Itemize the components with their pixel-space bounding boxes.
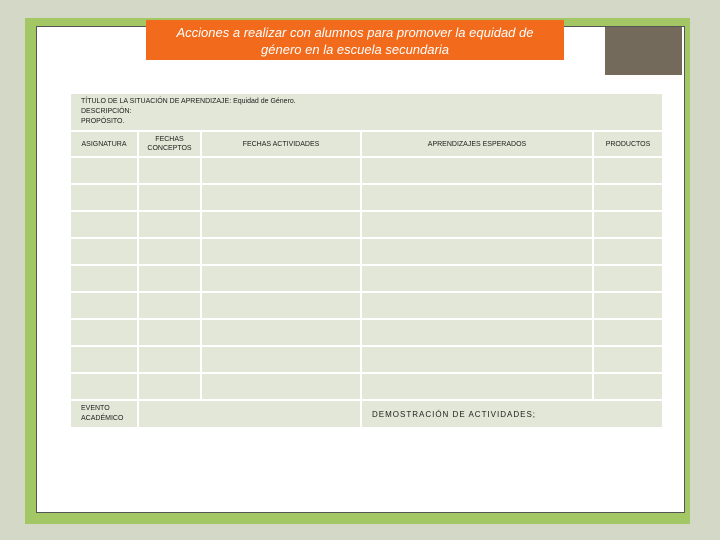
table-cell xyxy=(138,292,201,319)
table-row xyxy=(70,265,663,292)
planning-table xyxy=(69,92,664,429)
table-cell xyxy=(201,292,361,319)
table-cell xyxy=(70,211,138,238)
table-cell xyxy=(593,211,663,238)
evento-line1: EVENTO xyxy=(81,405,110,412)
description-label: DESCRIPCIÓN: xyxy=(81,108,132,115)
col-fechas-actividades: FECHAS ACTIVIDADES xyxy=(201,131,361,157)
table-cell xyxy=(201,319,361,346)
table-row xyxy=(70,157,663,184)
table-cell xyxy=(593,157,663,184)
table-cell xyxy=(361,157,593,184)
table-row xyxy=(70,373,663,400)
table-cell xyxy=(201,346,361,373)
situation-title: TÍTULO DE LA SITUACIÓN DE APRENDIZAJE: Equidad de Género. xyxy=(81,98,296,105)
table-footer-row xyxy=(70,400,663,428)
decorative-square xyxy=(605,27,682,75)
col-productos: PRODUCTOS xyxy=(593,131,663,157)
table-cell xyxy=(361,238,593,265)
table-cell xyxy=(593,346,663,373)
table-cell xyxy=(70,157,138,184)
table-cell xyxy=(138,238,201,265)
table-cell xyxy=(70,346,138,373)
table-cell xyxy=(361,373,593,400)
table-cell xyxy=(361,211,593,238)
table-cell xyxy=(138,265,201,292)
demostracion-cell: DEMOSTRACIÓN DE ACTIVIDADES; xyxy=(361,400,663,428)
table-cell xyxy=(201,211,361,238)
table-cell xyxy=(361,319,593,346)
table-cell xyxy=(70,184,138,211)
table-cell xyxy=(361,184,593,211)
table-cell xyxy=(138,319,201,346)
table-cell xyxy=(138,373,201,400)
purpose-label: PROPÓSITO. xyxy=(81,118,125,125)
table-row xyxy=(70,292,663,319)
table-row xyxy=(70,238,663,265)
evento-value-cell xyxy=(138,400,361,428)
table-cell xyxy=(201,157,361,184)
col-fechas-conceptos-line2: CONCEPTOS xyxy=(147,145,192,152)
slide-title xyxy=(146,20,564,60)
table-header-cell xyxy=(70,93,663,131)
table-cell xyxy=(593,373,663,400)
table-cell xyxy=(593,184,663,211)
col-fechas-conceptos xyxy=(138,131,201,157)
table-cell xyxy=(593,319,663,346)
table-cell xyxy=(593,292,663,319)
table-cell xyxy=(70,265,138,292)
table-cell xyxy=(70,319,138,346)
table-cell xyxy=(138,211,201,238)
table-cell xyxy=(361,265,593,292)
evento-line2: ACADÉMICO xyxy=(81,415,124,422)
table-cell xyxy=(70,292,138,319)
table-cell xyxy=(70,373,138,400)
evento-academico-cell xyxy=(70,400,138,428)
table-row xyxy=(70,346,663,373)
col-asignatura: ASIGNATURA xyxy=(70,131,138,157)
table-cell xyxy=(361,292,593,319)
table-cell xyxy=(138,346,201,373)
col-fechas-conceptos-line1: FECHAS xyxy=(155,136,184,143)
title-line-2: género en la escuela secundaria xyxy=(261,42,449,57)
table-row xyxy=(70,319,663,346)
table-cell xyxy=(138,184,201,211)
table-cell xyxy=(138,157,201,184)
table-cell xyxy=(201,184,361,211)
table-cell xyxy=(361,346,593,373)
table-row xyxy=(70,184,663,211)
table-cell xyxy=(201,265,361,292)
title-line-1: Acciones a realizar con alumnos para promover la equidad de xyxy=(176,25,534,40)
table-cell xyxy=(201,238,361,265)
table-cell xyxy=(70,238,138,265)
table-cell xyxy=(593,265,663,292)
col-aprendizajes: APRENDIZAJES ESPERADOS xyxy=(361,131,593,157)
table-row xyxy=(70,211,663,238)
table-cell xyxy=(593,238,663,265)
table-cell xyxy=(201,373,361,400)
